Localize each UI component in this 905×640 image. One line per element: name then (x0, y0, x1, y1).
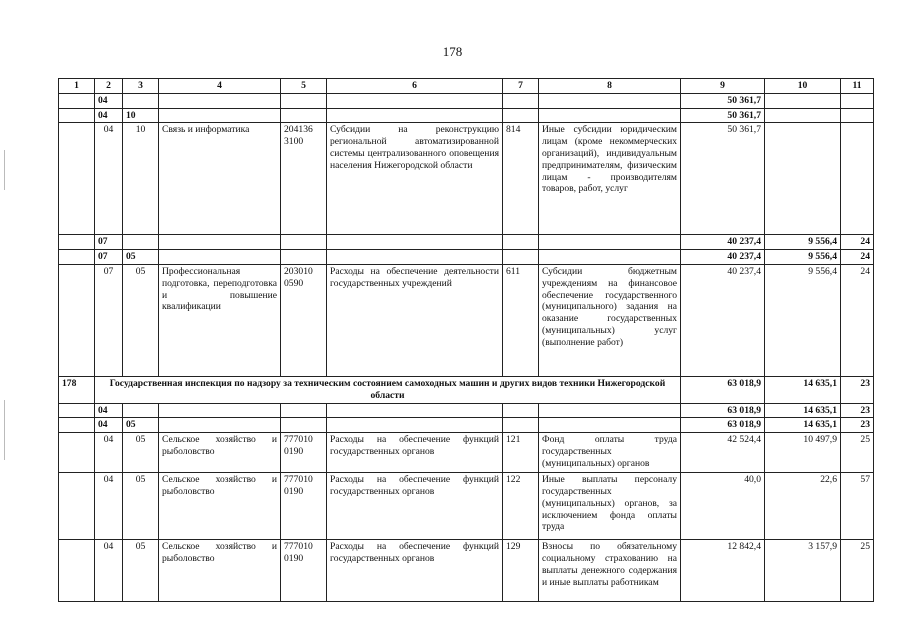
amount-cell: 63 018,9 (681, 418, 765, 433)
empty-cell (539, 108, 681, 123)
amount-cell: 9 556,4 (765, 235, 841, 250)
expense-type-name-cell: Субсидии бюджетным учреждениям на финансовое обеспечение государственного (муниципального) задания на оказание государственных (муниципальных) услуг (выполнение работ) (539, 264, 681, 376)
empty-cell (503, 250, 539, 265)
empty-cell (539, 418, 681, 433)
percent-cell (841, 93, 874, 108)
target-article-name-cell: Расходы на обеспечение функций государственных органов (327, 473, 503, 540)
amount-cell: 50 361,7 (681, 93, 765, 108)
amount-cell: 40 237,4 (681, 264, 765, 376)
section-code-cell: 04 (95, 93, 123, 108)
empty-cell (281, 235, 327, 250)
percent-cell: 23 (841, 403, 874, 418)
expense-type-name-cell: Фонд оплаты труда государственных (муниципальных) органов (539, 433, 681, 473)
subsection-code-cell: 05 (123, 264, 159, 376)
amount-cell: 40 237,4 (681, 235, 765, 250)
empty-cell (327, 250, 503, 265)
amount-cell: 22,6 (765, 473, 841, 540)
empty-cell (503, 235, 539, 250)
empty-cell (327, 93, 503, 108)
empty-cell (503, 418, 539, 433)
amount-cell: 40,0 (681, 473, 765, 540)
empty-cell (327, 235, 503, 250)
table-row (59, 123, 874, 235)
empty-cell (503, 108, 539, 123)
target-article-cell: 777010 0190 (281, 473, 327, 540)
expense-type-name-cell: Иные субсидии юридическим лицам (кроме некоммерческих организаций), индивидуальным предпринимателям, физическим лицам - производителям товаров, работ, услуг (539, 123, 681, 235)
subsection-code-cell: 10 (123, 123, 159, 235)
subsection-code-cell (123, 235, 159, 250)
empty-cell (59, 93, 95, 108)
subtotal-row (59, 403, 874, 418)
empty-cell (281, 108, 327, 123)
empty-cell (327, 108, 503, 123)
amount-cell: 14 635,1 (765, 418, 841, 433)
header-cell: 5 (281, 79, 327, 94)
empty-cell (59, 540, 95, 602)
empty-cell (59, 235, 95, 250)
section-code-cell: 04 (95, 403, 123, 418)
subsection-code-cell (123, 93, 159, 108)
subtotal-row (59, 93, 874, 108)
empty-cell (539, 235, 681, 250)
expense-type-code-cell: 611 (503, 264, 539, 376)
empty-cell (59, 473, 95, 540)
amount-cell: 50 361,7 (681, 108, 765, 123)
empty-cell (327, 418, 503, 433)
empty-cell (539, 93, 681, 108)
amount-cell: 14 635,1 (765, 376, 841, 403)
expense-type-code-cell: 129 (503, 540, 539, 602)
percent-cell: 23 (841, 376, 874, 403)
percent-cell: 24 (841, 264, 874, 376)
empty-cell (539, 403, 681, 418)
target-article-name-cell: Расходы на обеспечение функций государственных органов (327, 540, 503, 602)
target-article-name-cell: Расходы на обеспечение деятельности государственных учреждений (327, 264, 503, 376)
empty-cell (281, 418, 327, 433)
amount-cell: 42 524,4 (681, 433, 765, 473)
target-article-cell: 204136 3100 (281, 123, 327, 235)
section-name-cell: Связь и информатика (159, 123, 281, 235)
empty-cell (159, 235, 281, 250)
empty-cell (159, 250, 281, 265)
empty-cell (281, 403, 327, 418)
amount-cell: 3 157,9 (765, 540, 841, 602)
header-cell: 10 (765, 79, 841, 94)
target-article-name-cell: Расходы на обеспечение функций государственных органов (327, 433, 503, 473)
expense-type-name-cell: Взносы по обязательному социальному страхованию на выплаты денежного содержания и иные выплаты работникам (539, 540, 681, 602)
section-code-cell: 07 (95, 235, 123, 250)
subsection-code-cell: 05 (123, 418, 159, 433)
empty-cell (281, 93, 327, 108)
section-name-cell: Сельское хозяйство и рыболовство (159, 540, 281, 602)
budget-table (58, 78, 874, 602)
percent-cell (841, 108, 874, 123)
percent-cell (841, 123, 874, 235)
empty-cell (59, 108, 95, 123)
expense-type-code-cell: 814 (503, 123, 539, 235)
amount-cell: 50 361,7 (681, 123, 765, 235)
subsection-code-cell: 10 (123, 108, 159, 123)
expense-type-code-cell: 121 (503, 433, 539, 473)
header-cell: 6 (327, 79, 503, 94)
empty-cell (59, 418, 95, 433)
amount-cell (765, 123, 841, 235)
scan-edge-mark (4, 400, 5, 460)
section-code-cell: 07 (95, 250, 123, 265)
header-cell: 3 (123, 79, 159, 94)
table-header-row (59, 79, 874, 94)
subsection-code-cell (123, 403, 159, 418)
empty-cell (59, 264, 95, 376)
section-code-cell: 04 (95, 108, 123, 123)
percent-cell: 24 (841, 250, 874, 265)
empty-cell (159, 403, 281, 418)
header-cell: 2 (95, 79, 123, 94)
subsection-code-cell: 05 (123, 473, 159, 540)
header-cell: 11 (841, 79, 874, 94)
amount-cell (765, 108, 841, 123)
amount-cell: 40 237,4 (681, 250, 765, 265)
table-row (59, 264, 874, 376)
amount-cell: 9 556,4 (765, 250, 841, 265)
empty-cell (503, 93, 539, 108)
percent-cell: 25 (841, 540, 874, 602)
target-article-cell: 777010 0190 (281, 433, 327, 473)
empty-cell (59, 123, 95, 235)
header-cell: 4 (159, 79, 281, 94)
subtotal-row (59, 418, 874, 433)
percent-cell: 57 (841, 473, 874, 540)
amount-cell: 10 497,9 (765, 433, 841, 473)
header-cell: 9 (681, 79, 765, 94)
organization-title-cell: Государственная инспекция по надзору за техническим состоянием самоходных машин и других видов техники Нижегородской области (95, 376, 681, 403)
header-cell: 8 (539, 79, 681, 94)
amount-cell: 63 018,9 (681, 403, 765, 418)
empty-cell (59, 433, 95, 473)
empty-cell (59, 403, 95, 418)
amount-cell (765, 93, 841, 108)
table-row (59, 473, 874, 540)
section-code-cell: 07 (95, 264, 123, 376)
percent-cell: 23 (841, 418, 874, 433)
empty-cell (503, 403, 539, 418)
subsection-code-cell: 05 (123, 540, 159, 602)
expense-type-code-cell: 122 (503, 473, 539, 540)
subtotal-row (59, 235, 874, 250)
target-article-cell: 777010 0190 (281, 540, 327, 602)
empty-cell (59, 250, 95, 265)
header-cell: 7 (503, 79, 539, 94)
amount-cell: 14 635,1 (765, 403, 841, 418)
target-article-name-cell: Субсидии на реконструкцию региональной автоматизированной системы централизованного оповещения населения Нижегородской области (327, 123, 503, 235)
empty-cell (327, 403, 503, 418)
percent-cell: 24 (841, 235, 874, 250)
organization-row (59, 376, 874, 403)
scan-edge-mark (4, 150, 5, 190)
section-code-cell: 04 (95, 123, 123, 235)
empty-cell (159, 418, 281, 433)
subtotal-row (59, 108, 874, 123)
section-code-cell: 04 (95, 473, 123, 540)
target-article-cell: 203010 0590 (281, 264, 327, 376)
section-code-cell: 04 (95, 540, 123, 602)
subsection-code-cell: 05 (123, 250, 159, 265)
amount-cell: 63 018,9 (681, 376, 765, 403)
organization-code-cell: 178 (59, 376, 95, 403)
empty-cell (539, 250, 681, 265)
section-code-cell: 04 (95, 433, 123, 473)
table-row (59, 433, 874, 473)
amount-cell: 9 556,4 (765, 264, 841, 376)
section-name-cell: Профессиональная подготовка, переподготовка и повышение квалификации (159, 264, 281, 376)
empty-cell (159, 108, 281, 123)
amount-cell: 12 842,4 (681, 540, 765, 602)
table-row (59, 540, 874, 602)
empty-cell (281, 250, 327, 265)
subsection-code-cell: 05 (123, 433, 159, 473)
section-code-cell: 04 (95, 418, 123, 433)
empty-cell (159, 93, 281, 108)
percent-cell: 25 (841, 433, 874, 473)
expense-type-name-cell: Иные выплаты персоналу государственных (муниципальных) органов, за исключением фонда оплаты труда (539, 473, 681, 540)
header-cell: 1 (59, 79, 95, 94)
subtotal-row (59, 250, 874, 265)
section-name-cell: Сельское хозяйство и рыболовство (159, 433, 281, 473)
section-name-cell: Сельское хозяйство и рыболовство (159, 473, 281, 540)
page-number: 178 (442, 44, 463, 59)
